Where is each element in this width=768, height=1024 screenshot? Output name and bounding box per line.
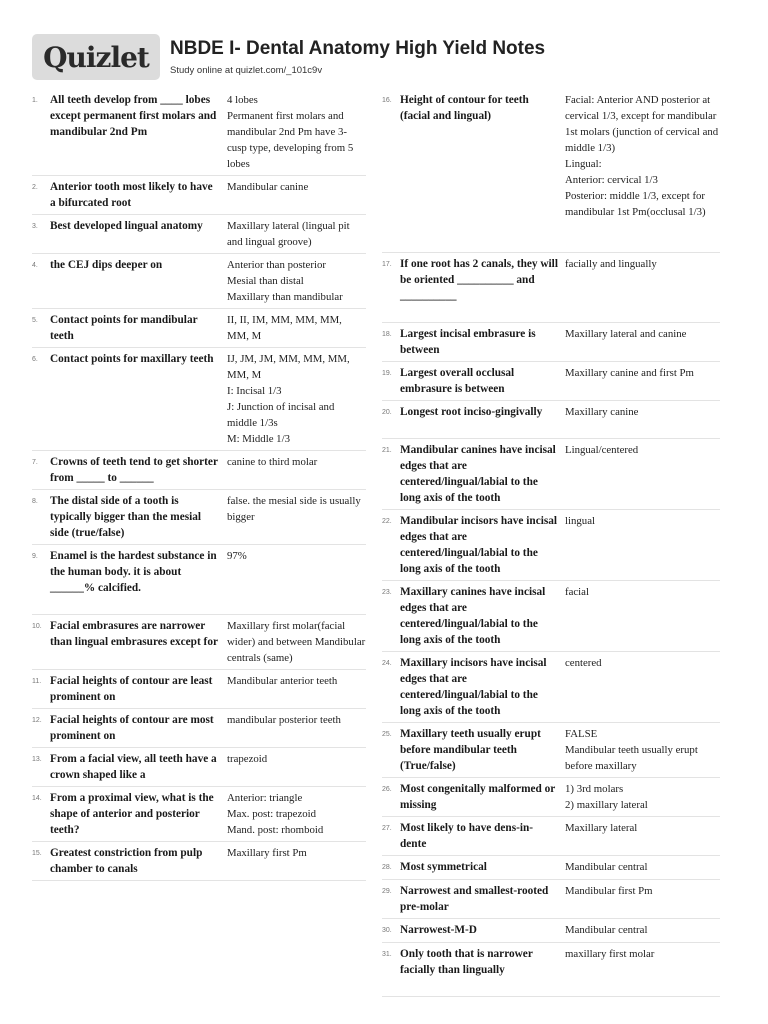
card-term: Greatest constriction from pulp chamber to canals bbox=[50, 847, 203, 875]
card-definition: facial bbox=[565, 586, 589, 598]
card-number: 23. bbox=[382, 589, 392, 596]
flashcard bbox=[32, 176, 366, 215]
card-definition: centered bbox=[565, 657, 602, 669]
flashcard bbox=[32, 89, 366, 176]
card-term: the CEJ dips deeper on bbox=[50, 259, 163, 271]
card-term: Maxillary canines have incisal edges that are centered/lingual/labial to the long axis of the tooth bbox=[400, 586, 546, 646]
card-definition: Mandibular first Pm bbox=[565, 885, 653, 897]
card-definition: false. the mesial side is usually bigger bbox=[227, 495, 361, 523]
card-term: Mandibular incisors have incisal edges that are centered/lingual/labial to the long axis of the tooth bbox=[400, 515, 558, 575]
card-term: Enamel is the hardest substance in the human body. it is about ______% calcified. bbox=[50, 550, 217, 594]
flashcard bbox=[32, 670, 366, 709]
quizlet-logo[interactable] bbox=[32, 34, 160, 80]
flashcard bbox=[382, 510, 720, 581]
flashcard bbox=[32, 748, 366, 787]
card-number: 21. bbox=[382, 447, 392, 454]
logo-text: Quizlet bbox=[43, 40, 149, 74]
card-number: 14. bbox=[32, 795, 42, 802]
card-term: From a proximal view, what is the shape of anterior and posterior teeth? bbox=[50, 792, 214, 836]
flashcard bbox=[382, 723, 720, 778]
card-term: The distal side of a tooth is typically bigger than the mesial side (true/false) bbox=[50, 495, 202, 539]
card-definition: 1) 3rd molars 2) maxillary lateral bbox=[565, 783, 648, 811]
card-number: 11. bbox=[32, 678, 42, 685]
card-number: 4. bbox=[32, 262, 38, 269]
card-term: Largest overall occlusal embrasure is between bbox=[400, 367, 515, 395]
card-definition: 97% bbox=[227, 550, 247, 562]
card-definition: Maxillary canine bbox=[565, 406, 639, 418]
card-number: 13. bbox=[32, 756, 42, 763]
card-term: If one root has 2 canals, they will be oriented __________ and __________ bbox=[400, 258, 558, 302]
card-number: 2. bbox=[32, 184, 38, 191]
flashcard bbox=[32, 451, 366, 490]
card-number: 12. bbox=[32, 717, 42, 724]
flashcard bbox=[382, 253, 720, 323]
card-definition: Lingual/centered bbox=[565, 444, 639, 456]
flashcard bbox=[32, 348, 366, 451]
card-number: 6. bbox=[32, 356, 38, 363]
flashcard bbox=[32, 309, 366, 348]
card-term: Maxillary incisors have incisal edges that are centered/lingual/labial to the long axis of the tooth bbox=[400, 657, 547, 717]
card-term: Narrowest-M-D bbox=[400, 924, 477, 936]
card-number: 31. bbox=[382, 951, 392, 958]
flashcard bbox=[382, 401, 720, 439]
card-number: 30. bbox=[382, 927, 392, 934]
card-term: Mandibular canines have incisal edges that are centered/lingual/labial to the long axis of the tooth bbox=[400, 444, 556, 504]
card-number: 29. bbox=[382, 888, 392, 895]
card-term: Facial heights of contour are most prominent on bbox=[50, 714, 214, 742]
card-definition: IJ, JM, JM, MM, MM, MM, MM, M I: Incisal 1/3 J: Junction of incisal and middle 1/3s M: Middle 1/3 bbox=[227, 353, 350, 445]
flashcard bbox=[382, 778, 720, 817]
card-number: 20. bbox=[382, 409, 392, 416]
card-number: 15. bbox=[32, 850, 42, 857]
flashcard bbox=[32, 842, 366, 881]
flashcard bbox=[382, 652, 720, 723]
flashcard bbox=[382, 323, 720, 362]
card-number: 22. bbox=[382, 518, 392, 525]
card-term: Facial embrasures are narrower than lingual embrasures except for bbox=[50, 620, 218, 648]
card-number: 18. bbox=[382, 331, 392, 338]
card-definition: Anterior than posterior Mesial than distal Maxillary than mandibular bbox=[227, 259, 343, 303]
card-definition: lingual bbox=[565, 515, 595, 527]
card-definition: Maxillary canine and first Pm bbox=[565, 367, 694, 379]
flashcard bbox=[32, 615, 366, 670]
card-definition: maxillary first molar bbox=[565, 948, 655, 960]
card-term: All teeth develop from ____ lobes except permanent first molars and mandibular 2nd Pm bbox=[50, 94, 217, 138]
card-definition: Maxillary lateral and canine bbox=[565, 328, 687, 340]
card-term: Longest root inciso-gingivally bbox=[400, 406, 543, 418]
left-column bbox=[32, 89, 366, 881]
card-term: Most symmetrical bbox=[400, 861, 487, 873]
card-definition: Maxillary first molar(facial wider) and between Mandibular centrals (same) bbox=[227, 620, 366, 664]
card-term: Contact points for mandibular teeth bbox=[50, 314, 198, 342]
flashcard bbox=[32, 490, 366, 545]
card-number: 1. bbox=[32, 97, 38, 104]
card-number: 17. bbox=[382, 261, 392, 268]
card-definition: 4 lobes Permanent first molars and mandibular 2nd Pm have 3-cusp type, developing from 5 lobes bbox=[227, 94, 354, 170]
card-number: 28. bbox=[382, 864, 392, 871]
card-number: 25. bbox=[382, 731, 392, 738]
card-term: Facial heights of contour are least prominent on bbox=[50, 675, 213, 703]
flashcard bbox=[382, 856, 720, 880]
flashcard bbox=[382, 89, 720, 253]
page-title: NBDE I- Dental Anatomy High Yield Notes bbox=[170, 38, 546, 59]
card-term: From a facial view, all teeth have a crown shaped like a bbox=[50, 753, 217, 781]
card-definition: Mandibular central bbox=[565, 861, 648, 873]
card-number: 7. bbox=[32, 459, 38, 466]
card-definition: Mandibular canine bbox=[227, 181, 309, 193]
card-term: Contact points for maxillary teeth bbox=[50, 353, 214, 365]
flashcard bbox=[32, 787, 366, 842]
card-term: Narrowest and smallest-rooted pre-molar bbox=[400, 885, 549, 913]
card-definition: canine to third molar bbox=[227, 456, 318, 468]
card-definition: Facial: Anterior AND posterior at cervical 1/3, except for mandibular 1st molars (junction of cervical and middle 1/3) Lingual: Anterior: cervical 1/3 Posterior: middle 1/3, except for mandibular 1st Pm(occlusal 1/3) bbox=[565, 94, 719, 218]
card-number: 24. bbox=[382, 660, 392, 667]
card-term: Only tooth that is narrower facially than lingually bbox=[400, 948, 533, 976]
card-definition: Mandibular anterior teeth bbox=[227, 675, 338, 687]
right-column bbox=[382, 89, 720, 997]
card-term: Most likely to have dens-in-dente bbox=[400, 822, 534, 850]
flashcard bbox=[382, 581, 720, 652]
card-term: Best developed lingual anatomy bbox=[50, 220, 203, 232]
card-definition: FALSE Mandibular teeth usually erupt before maxillary bbox=[565, 728, 698, 772]
flashcard bbox=[382, 880, 720, 919]
flashcard bbox=[382, 919, 720, 943]
card-term: Height of contour for teeth (facial and lingual) bbox=[400, 94, 529, 122]
card-definition: trapezoid bbox=[227, 753, 268, 765]
card-number: 5. bbox=[32, 317, 38, 324]
card-definition: facially and lingually bbox=[565, 258, 657, 270]
card-term: Anterior tooth most likely to have a bifurcated root bbox=[50, 181, 213, 209]
card-number: 9. bbox=[32, 553, 38, 560]
card-definition: Anterior: triangle Max. post: trapezoid Mand. post: rhomboid bbox=[227, 792, 324, 836]
card-number: 26. bbox=[382, 786, 392, 793]
card-definition: mandibular posterior teeth bbox=[227, 714, 341, 726]
card-definition: Maxillary lateral bbox=[565, 822, 638, 834]
card-number: 27. bbox=[382, 825, 392, 832]
flashcard bbox=[382, 439, 720, 510]
flashcard bbox=[382, 817, 720, 856]
card-number: 10. bbox=[32, 623, 42, 630]
card-number: 19. bbox=[382, 370, 392, 377]
flashcard bbox=[382, 943, 720, 997]
flashcard bbox=[32, 709, 366, 748]
card-term: Largest incisal embrasure is between bbox=[400, 328, 536, 356]
card-term: Most congenitally malformed or missing bbox=[400, 783, 556, 811]
card-number: 8. bbox=[32, 498, 38, 505]
card-definition: II, II, IM, MM, MM, MM, MM, M bbox=[227, 314, 342, 342]
page-subtitle[interactable]: Study online at quizlet.com/_101c9v bbox=[170, 65, 323, 76]
flashcard bbox=[32, 254, 366, 309]
flashcard bbox=[32, 215, 366, 254]
card-definition: Maxillary lateral (lingual pit and lingual groove) bbox=[227, 220, 350, 248]
card-number: 3. bbox=[32, 223, 38, 230]
card-term: Crowns of teeth tend to get shorter from _____ to ______ bbox=[50, 456, 218, 484]
card-definition: Maxillary first Pm bbox=[227, 847, 307, 859]
card-term: Maxillary teeth usually erupt before mandibular teeth (True/false) bbox=[400, 728, 541, 772]
header bbox=[32, 34, 742, 80]
card-number: 16. bbox=[382, 97, 392, 104]
card-definition: Mandibular central bbox=[565, 924, 648, 936]
flashcard bbox=[382, 362, 720, 401]
flashcard bbox=[32, 545, 366, 615]
